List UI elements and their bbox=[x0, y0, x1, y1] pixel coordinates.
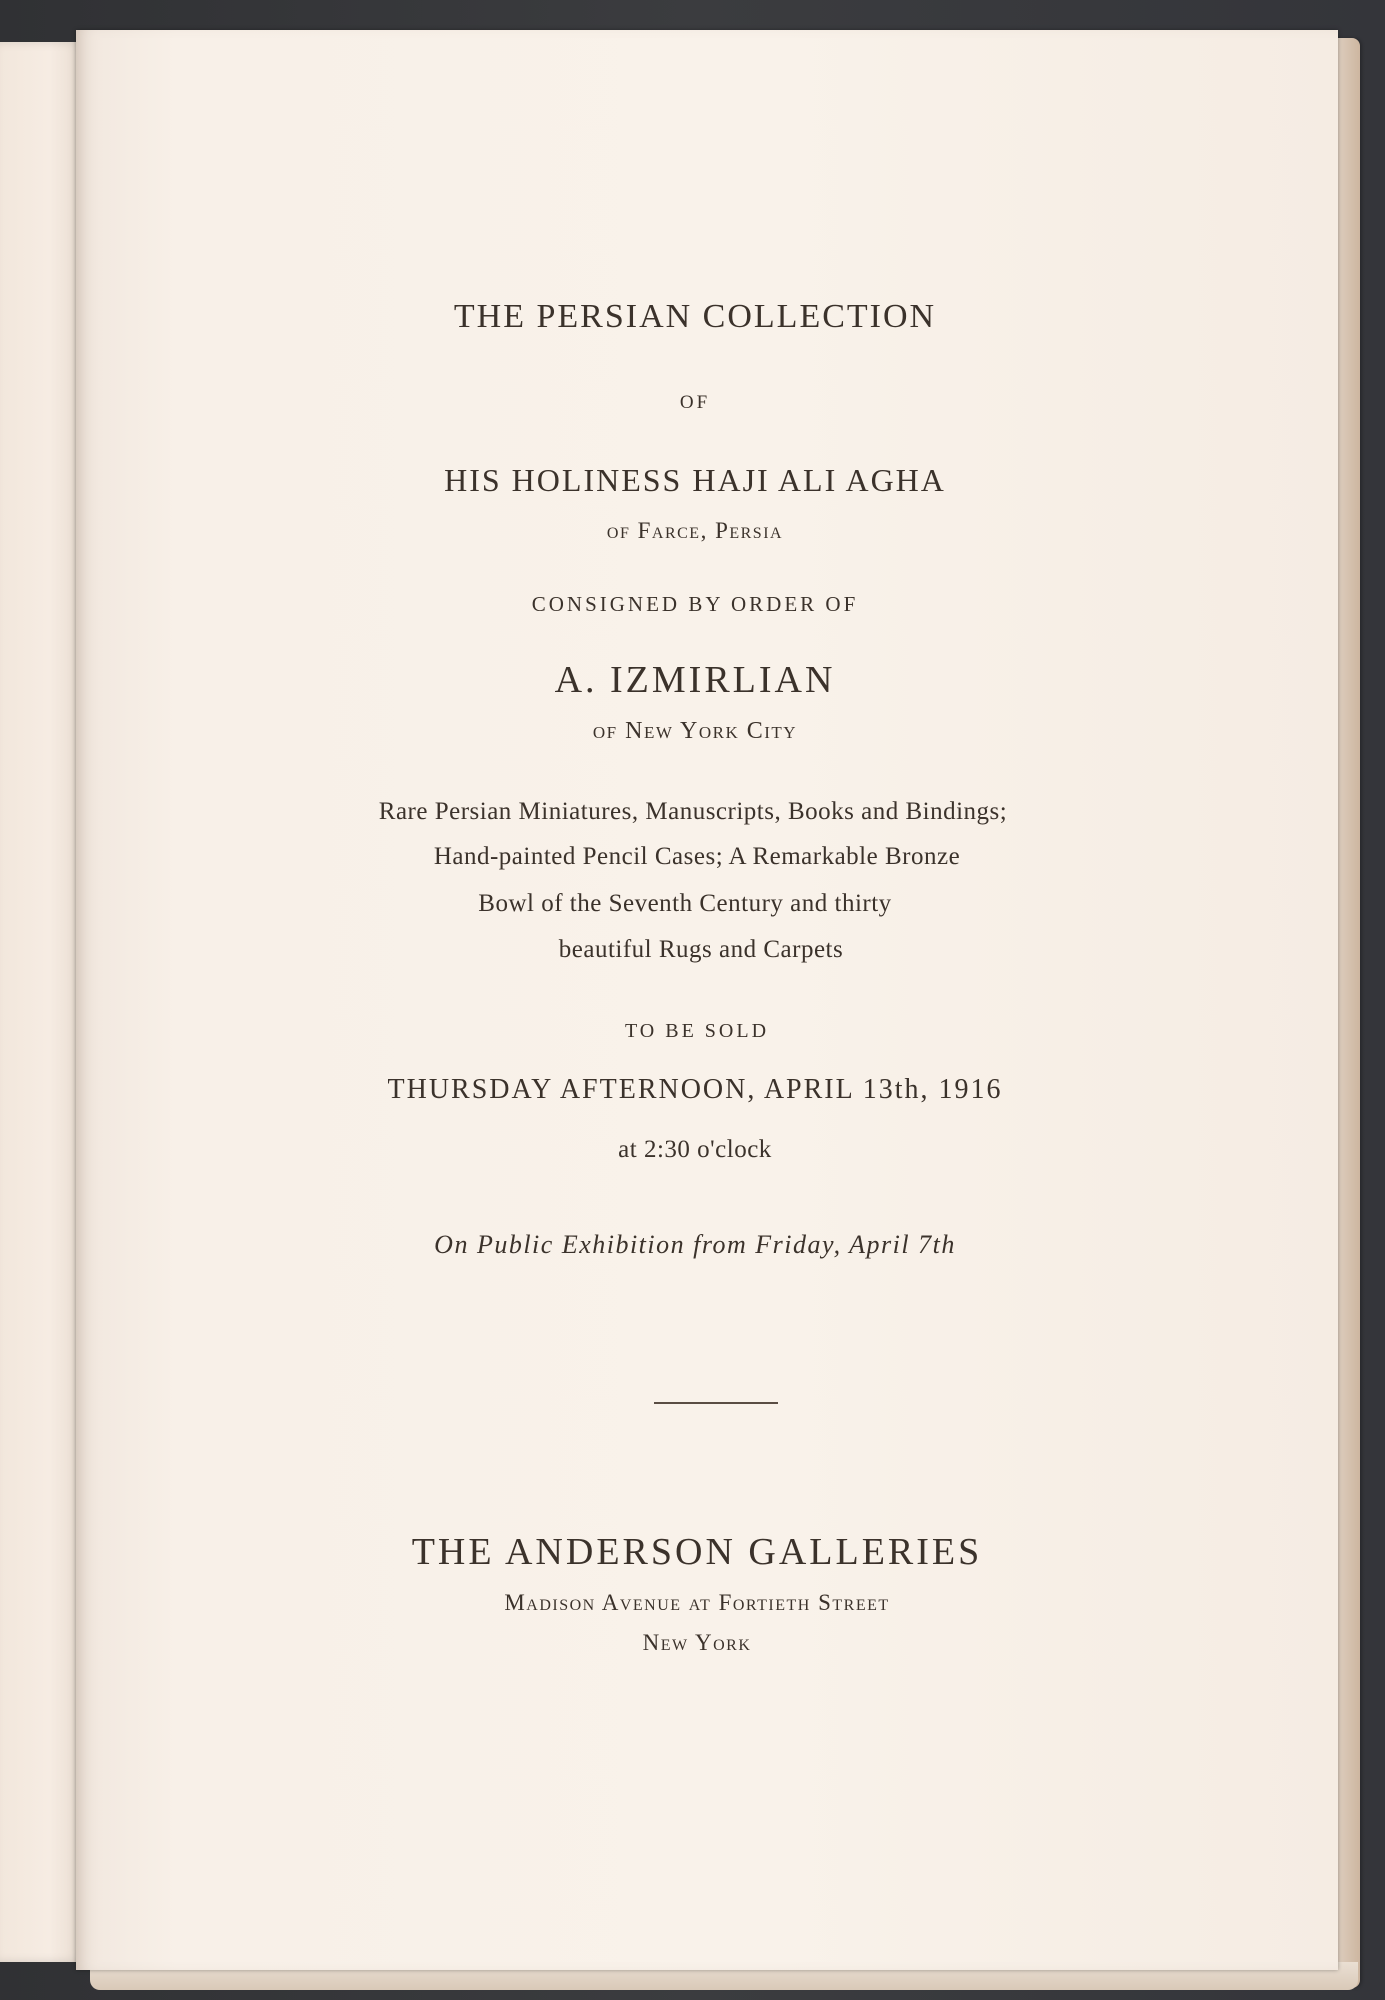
title-page-content bbox=[76, 30, 1338, 1970]
gallery-city: New York bbox=[642, 1630, 752, 1655]
divider-rule bbox=[654, 1402, 778, 1404]
sale-heading: TO BE SOLD bbox=[624, 1020, 770, 1042]
of-label: OF bbox=[679, 392, 711, 413]
description-line: beautiful Rugs and Carpets bbox=[558, 936, 844, 963]
collection-title: THE PERSIAN COLLECTION bbox=[453, 298, 937, 335]
consigned-label: CONSIGNED BY ORDER OF bbox=[531, 592, 859, 616]
description-line: Rare Persian Miniatures, Manuscripts, Books and Bindings; bbox=[378, 798, 1008, 825]
title-page bbox=[76, 30, 1338, 1970]
sale-time: at 2:30 o'clock bbox=[618, 1136, 772, 1163]
description-line: Bowl of the Seventh Century and thirty bbox=[478, 890, 892, 917]
consignor-name: A. IZMIRLIAN bbox=[554, 659, 836, 701]
description-line: Hand-painted Pencil Cases; A Remarkable Bronze bbox=[433, 843, 961, 870]
gallery-name: THE ANDERSON GALLERIES bbox=[411, 1531, 983, 1573]
exhibition-note: On Public Exhibition from Friday, April 7th bbox=[434, 1230, 956, 1259]
sale-date: THURSDAY AFTERNOON, APRIL 13th, 1916 bbox=[387, 1074, 1003, 1105]
gallery-address: Madison Avenue at Fortieth Street bbox=[504, 1590, 890, 1615]
consignor-origin: of New York City bbox=[592, 718, 798, 744]
owner-origin: of Farce, Persia bbox=[606, 518, 784, 543]
owner-name: HIS HOLINESS HAJI ALI AGHA bbox=[444, 462, 946, 498]
